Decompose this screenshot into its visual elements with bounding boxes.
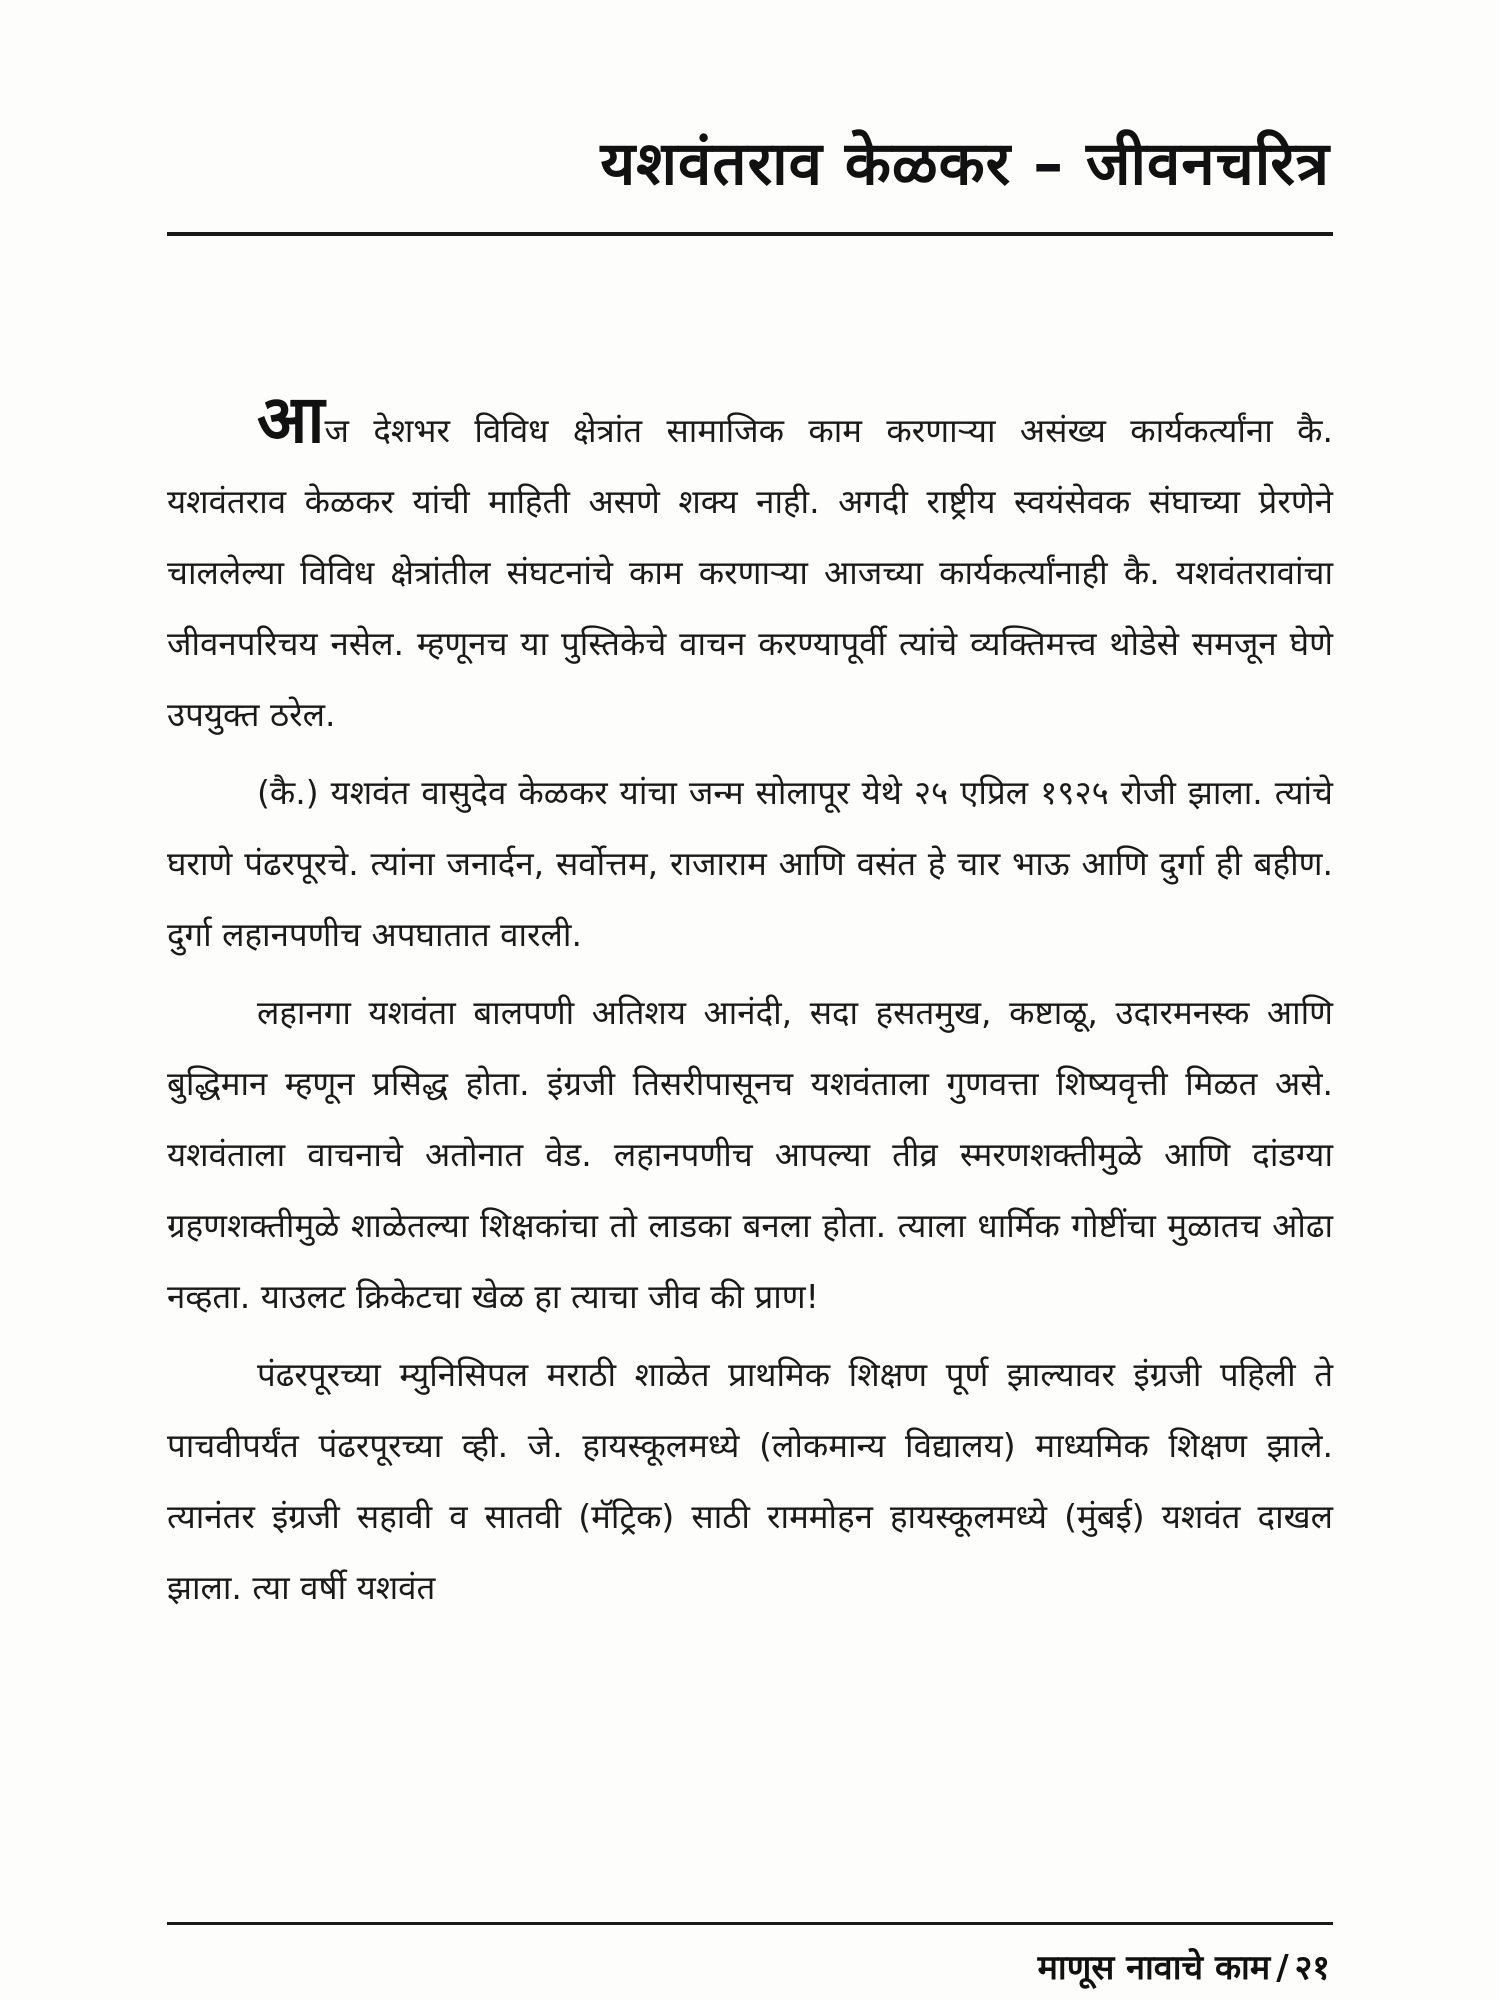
paragraph-1-text: ज देशभर विविध क्षेत्रांत सामाजिक काम करणाऱ्या असंख्य कार्यकर्त्यांना कै. यशवंतराव केळकर यांची माहिती असणे शक्य नाही. अगदी राष्ट्रीय स्वयंसेवक संघाच्या प्रेरणेने चाललेल्या विविध क्षेत्रांतील संघटनांचे काम करणाऱ्या आजच्या कार्यकर्त्यांनाही कै. यशवंतरावांचा जीवनपरिचय नसेल. म्हणूनच या पुस्तिकेचे वाचन करण्यापूर्वी त्यांचे व्यक्तिमत्त्व थोडेसे समजून घेणे उपयुक्त ठरेल. <box>167 411 1333 734</box>
page-number: २१ <box>1294 1948 1330 1988</box>
footer-divider <box>167 1922 1333 1925</box>
footer-book-title: माणूस नावाचे काम <box>1037 1948 1271 1988</box>
footer-separator: / <box>1276 1948 1289 1988</box>
chapter-title: यशवंतराव केळकर – जीवनचरित्र <box>600 129 1330 199</box>
paragraph-4: पंढरपूरच्या म्युनिसिपल मराठी शाळेत प्राथमिक शिक्षण पूर्ण झाल्यावर इंग्रजी पहिली ते पाचवीपर्यंत पंढरपूरच्या व्ही. जे. हायस्कूलमध्ये (लोकमान्य विद्यालय) माध्यमिक शिक्षण झाले. त्यानंतर इंग्रजी सहावी व सातवी (मॅट्रिक) साठी राममोहन हायस्कूलमध्ये (मुंबई) यशवंत दाखल झाला. त्या वर्षी यशवंत <box>167 1355 1333 1607</box>
paragraph-2: (कै.) यशवंत वासुदेव केळकर यांचा जन्म सोलापूर येथे २५ एप्रिल १९२५ रोजी झाला. त्यांचे घराणे पंढरपूरचे. त्यांना जनार्दन, सर्वोत्तम, राजाराम आणि वसंत हे चार भाऊ आणि दुर्गा ही बहीण. दुर्गा लहानपणीच अपघातात वारली. <box>167 773 1333 954</box>
paragraph-3: लहानगा यशवंता बालपणी अतिशय आनंदी, सदा हसतमुख, कष्टाळू, उदारमनस्क आणि बुद्धिमान म्हणून प्रसिद्ध होता. इंग्रजी तिसरीपासूनच यशवंताला गुणवत्ता शिष्यवृत्ती मिळत असे. यशवंताला वाचनाचे अतोनात वेड. लहानपणीच आपल्या तीव्र स्मरणशक्तीमुळे आणि दांडग्या ग्रहणशक्तीमुळे शाळेतल्या शिक्षकांचा तो लाडका बनला होता. त्याला धार्मिक गोष्टींचा मुळातच ओढा नव्हता. याउलट क्रिकेटचा खेळ हा त्याचा जीव की प्राण! <box>167 993 1333 1316</box>
header-divider <box>167 232 1333 236</box>
page-footer <box>1038 1943 1330 1989</box>
paragraph-1 <box>167 381 1333 750</box>
drop-cap: आ <box>257 381 325 458</box>
body-text <box>167 381 1333 1630</box>
